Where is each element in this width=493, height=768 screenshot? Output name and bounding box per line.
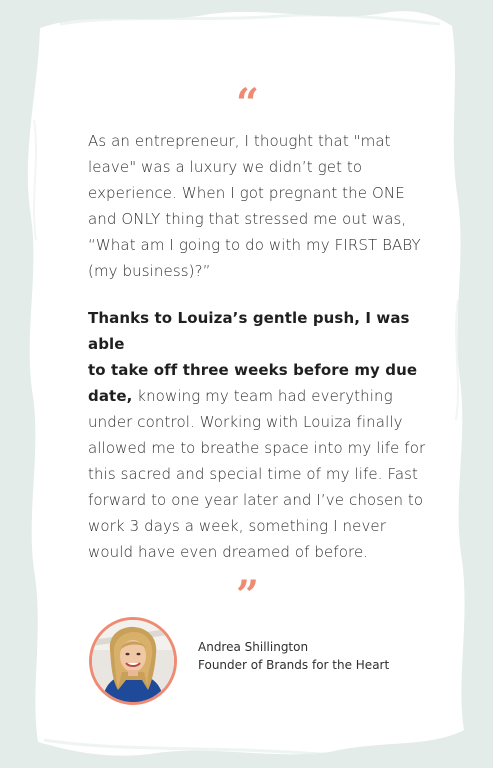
close-quote-icon: ” (235, 572, 257, 619)
author-title: Founder of Brands for the Heart (198, 658, 390, 672)
testimonial-highlight: date, (88, 387, 133, 405)
author-block (198, 638, 389, 674)
testimonial-text (88, 128, 433, 565)
testimonial-text-run: knowing my team had everything (137, 387, 393, 405)
open-quote-icon: “ (235, 80, 257, 127)
testimonial-line: As an entrepreneur, I thought that "mat (88, 132, 391, 150)
testimonial-line: under control. Working with Louiza finally (88, 413, 403, 431)
testimonial-line: and ONLY thing that stressed me out was, (88, 210, 407, 228)
testimonial-line: leave" was a luxury we didn’t get to (88, 158, 363, 176)
testimonial-highlight: Thanks to Louiza’s gentle push, I was able (88, 309, 410, 353)
testimonial-line: forward to one year later and I’ve chosen to (88, 491, 424, 509)
testimonial-line: allowed me to breathe space into my life for (88, 439, 426, 457)
portrait-photo-icon (92, 620, 174, 702)
testimonial-paragraph-1 (88, 128, 433, 284)
testimonial-line (88, 357, 433, 383)
testimonial-highlight: to take off three weeks before my due (88, 361, 418, 379)
testimonial-line (88, 305, 433, 357)
testimonial-paragraph-2 (88, 305, 433, 565)
author-name: Andrea Shillington (198, 640, 309, 654)
testimonial-line: work 3 days a week, something I never (88, 517, 387, 535)
testimonial-line (88, 383, 433, 409)
testimonial-line: “What am I going to do with my FIRST BABY (88, 236, 421, 254)
testimonial-line: would have even dreamed of before. (88, 543, 369, 561)
testimonial-line: (my business)?” (88, 262, 211, 280)
testimonial-line: experience. When I got pregnant the ONE (88, 184, 405, 202)
avatar (89, 617, 177, 705)
testimonial-line: this sacred and special time of my life. Fast (88, 465, 419, 483)
